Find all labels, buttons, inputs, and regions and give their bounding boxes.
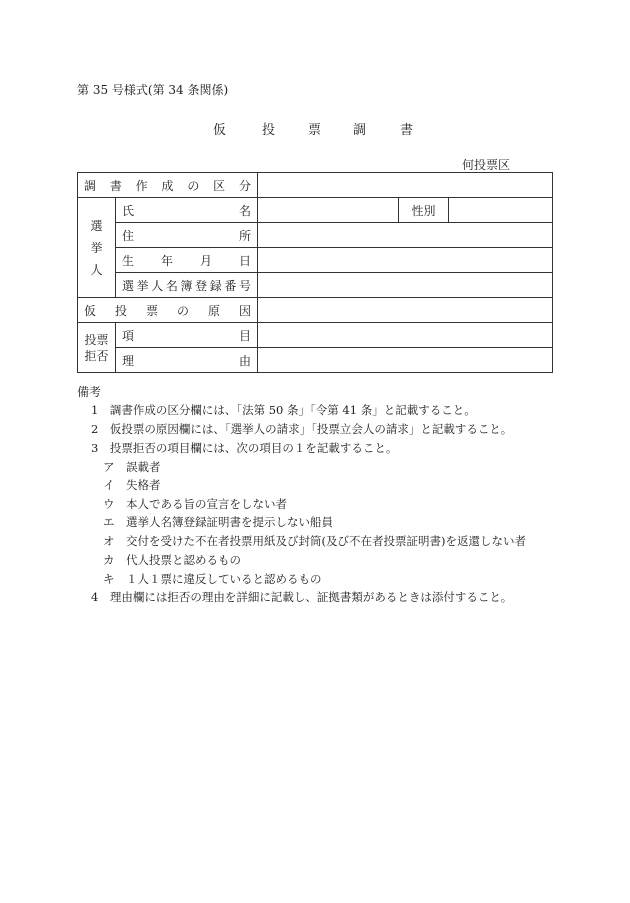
label-refusal-reason: 理 由 [116, 348, 258, 373]
note-item: 4 理由欄には拒否の理由を詳細に記載し、証拠書類があるときは添付すること。 [91, 590, 513, 604]
title-char: 書 [400, 123, 414, 138]
row-elector-name [78, 198, 553, 223]
row-elector-address [78, 223, 553, 248]
title-char: 票 [308, 123, 322, 138]
label-document-section: 調 書 作 成 の 区 分 [78, 173, 258, 198]
title-char: 投 [262, 123, 276, 138]
row-document-section [78, 173, 553, 198]
field-elector-registry[interactable] [258, 273, 553, 298]
note-subitem: エ 選挙人名簿登録証明書を提示しない船員 [103, 515, 333, 529]
form-number: 第 35 号様式(第 34 条関係) [77, 83, 229, 97]
label-elector-registry: 選 挙 人 名 簿 登 録 番 号 [116, 273, 258, 298]
row-refusal-item [78, 323, 553, 348]
label-provisional-cause: 仮 投 票 の 原 因 [78, 298, 258, 323]
field-refusal-reason[interactable] [258, 348, 553, 373]
label-elector-address: 住 所 [116, 223, 258, 248]
field-gender[interactable] [449, 198, 553, 223]
label-elector-birthdate: 生 年 月 日 [116, 248, 258, 273]
row-elector-registry [78, 273, 553, 298]
field-document-section[interactable] [258, 173, 553, 198]
note-item: 2 仮投票の原因欄には、「選挙人の請求」「投票立会人の請求」と記載すること。 [91, 422, 513, 436]
group-label-elector: 選 挙 人 [78, 198, 116, 298]
row-provisional-cause [78, 298, 553, 323]
field-elector-birthdate[interactable] [258, 248, 553, 273]
field-refusal-item[interactable] [258, 323, 553, 348]
title-char: 調 [353, 123, 367, 138]
title-char: 仮 [213, 123, 227, 138]
note-subitem: キ １人１票に違反していると認めるもの [103, 572, 322, 586]
note-item: 1 調書作成の区分欄には、「法第 50 条」「令第 41 条」と記載すること。 [91, 403, 476, 417]
note-item: 3 投票拒否の項目欄には、次の項目の１を記載すること。 [91, 441, 398, 455]
label-refusal-item: 項 目 [116, 323, 258, 348]
note-subitem: オ 交付を受けた不在者投票用紙及び封筒(及び不在者投票証明書)を返還しない者 [103, 534, 526, 548]
field-elector-address[interactable] [258, 223, 553, 248]
row-refusal-reason [78, 348, 553, 373]
voting-district-label: 何投票区 [462, 158, 511, 172]
provisional-vote-form-table [77, 172, 553, 373]
field-provisional-cause[interactable] [258, 298, 553, 323]
note-subitem: ア 誤載者 [103, 460, 161, 474]
group-label-vote-refusal: 投票 拒否 [78, 323, 116, 373]
note-subitem: ウ 本人である旨の宣言をしない者 [103, 497, 287, 511]
note-subitem: カ 代人投票と認めるもの [103, 553, 241, 567]
row-elector-birthdate [78, 248, 553, 273]
label-gender: 性別 [399, 198, 449, 223]
note-subitem: イ 失格者 [103, 478, 161, 492]
label-elector-name: 氏 名 [116, 198, 258, 223]
field-elector-name[interactable] [258, 198, 399, 223]
notes-title: 備考 [77, 385, 102, 399]
